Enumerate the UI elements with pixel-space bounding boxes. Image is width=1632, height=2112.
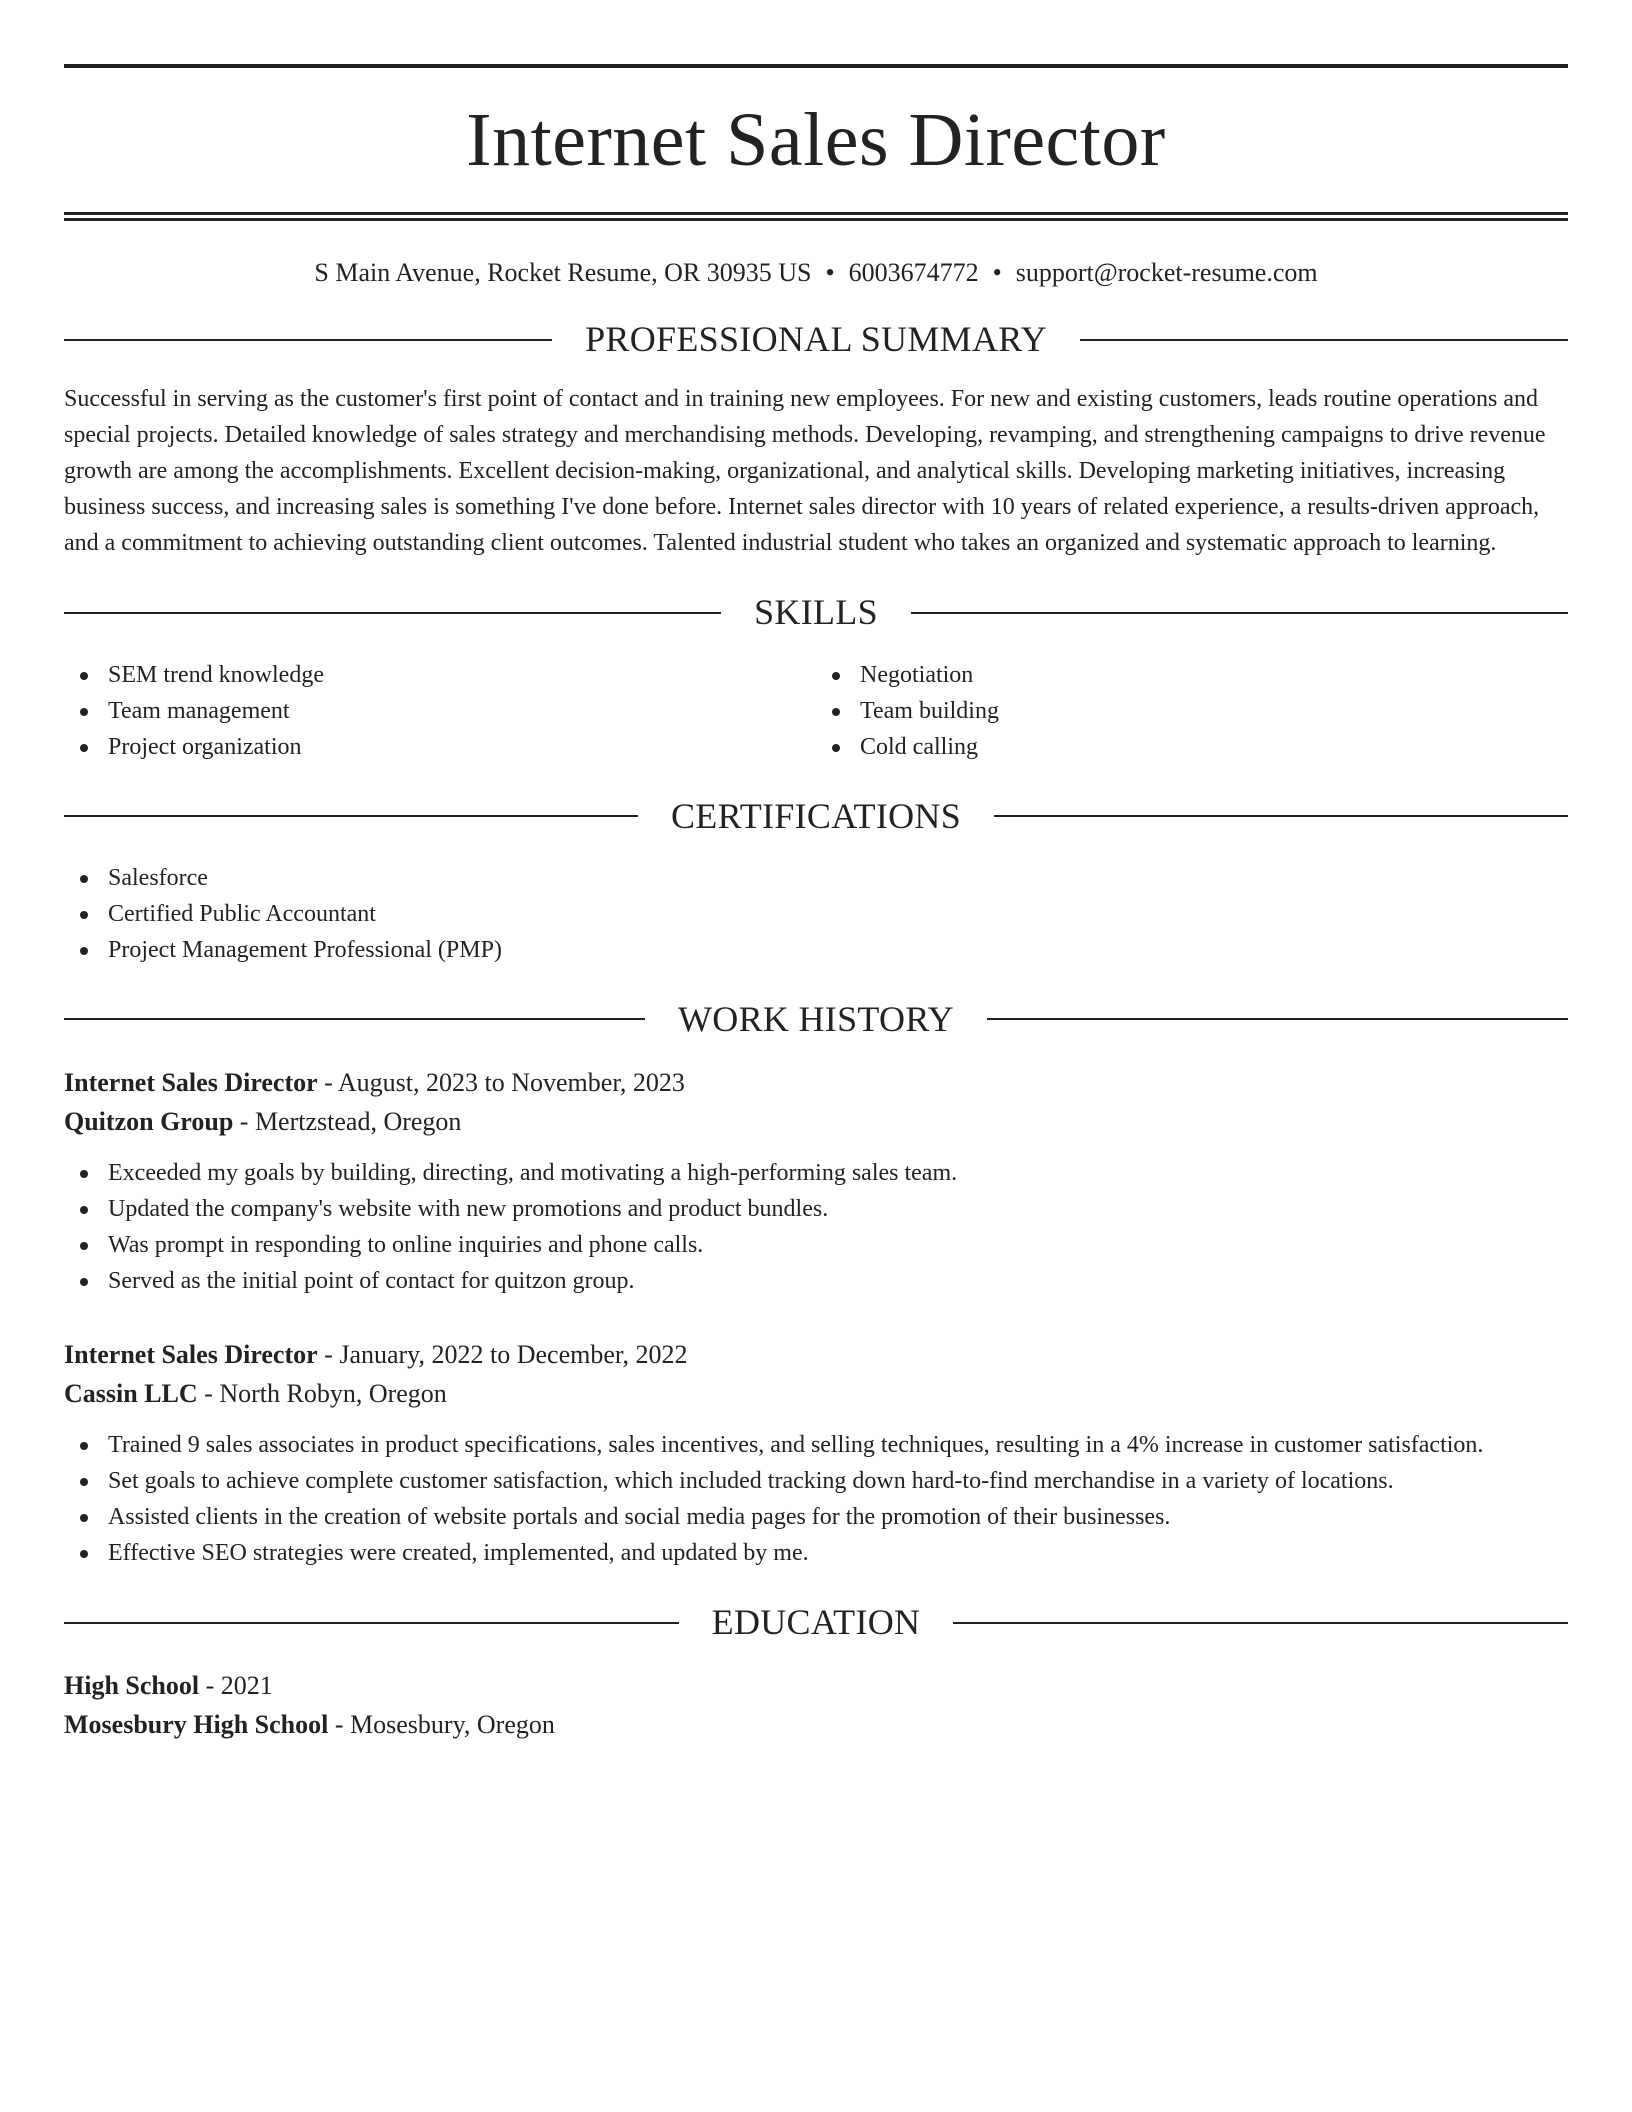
skill-item: Team management: [64, 693, 816, 729]
job-dates: - August, 2023 to November, 2023: [317, 1067, 685, 1097]
heading-rule: [1080, 339, 1568, 341]
summary-heading: [64, 318, 1568, 361]
education-year: - 2021: [199, 1671, 273, 1701]
heading-rule: [64, 815, 638, 817]
certification-item: Project Management Professional (PMP): [64, 932, 1568, 968]
contact-address: S Main Avenue, Rocket Resume, OR 30935 US: [314, 258, 812, 287]
education-entry: [64, 1666, 1568, 1744]
job-bullet: Was prompt in responding to online inquiries and phone calls.: [64, 1227, 1568, 1263]
job-company: Quitzon Group: [64, 1106, 234, 1136]
skills-heading: [64, 591, 1568, 634]
skill-item: Project organization: [64, 729, 816, 765]
job-bullet: Effective SEO strategies were created, implemented, and updated by me.: [64, 1535, 1568, 1571]
job-company-line: [64, 1374, 1568, 1413]
certification-item: Salesforce: [64, 860, 1568, 896]
education-degree-line: [64, 1666, 1568, 1705]
job-bullet: Served as the initial point of contact for quitzon group.: [64, 1263, 1568, 1299]
skill-item: SEM trend knowledge: [64, 657, 816, 693]
section-title: EDUCATION: [711, 1601, 921, 1642]
job-dates: - January, 2022 to December, 2022: [317, 1339, 688, 1369]
heading-rule: [987, 1018, 1568, 1020]
heading-rule: [64, 1622, 679, 1624]
top-rule: [64, 64, 1568, 68]
work-heading: [64, 998, 1568, 1041]
job-bullet: Set goals to achieve complete customer satisfaction, which included tracking down hard-to-find merchandise in a variety of locations.: [64, 1463, 1568, 1499]
heading-rule: [64, 1018, 645, 1020]
job-entry: [64, 1063, 1568, 1299]
job-title: Internet Sales Director: [64, 1067, 318, 1097]
job-location: - Mertzstead, Oregon: [233, 1106, 462, 1136]
certification-item: Certified Public Accountant: [64, 896, 1568, 932]
certifications-heading: [64, 795, 1568, 838]
contact-separator: •: [825, 258, 835, 287]
skills-list: [64, 657, 1568, 765]
job-bullets: [64, 1427, 1568, 1571]
section-title: CERTIFICATIONS: [670, 795, 962, 836]
section-title: WORK HISTORY: [678, 998, 954, 1039]
skill-item: Cold calling: [816, 729, 1568, 765]
skill-item: Negotiation: [816, 657, 1568, 693]
job-title: Internet Sales Director: [64, 1339, 318, 1369]
education-heading: [64, 1601, 1568, 1644]
section-title: PROFESSIONAL SUMMARY: [585, 319, 1047, 360]
resume-name: Internet Sales Director: [466, 98, 1166, 182]
heading-rule: [953, 1622, 1568, 1624]
job-entry: [64, 1335, 1568, 1571]
job-bullet: Trained 9 sales associates in product specifications, sales incentives, and selling techniques, resulting in a 4% increase in customer satisfaction.: [64, 1427, 1568, 1463]
job-title-line: [64, 1063, 1568, 1102]
contact-line: [64, 257, 1568, 288]
job-company-line: [64, 1102, 1568, 1141]
job-bullets: [64, 1155, 1568, 1299]
job-company: Cassin LLC: [64, 1378, 198, 1408]
section-title: SKILLS: [754, 592, 878, 633]
resume-page: [64, 64, 1568, 1744]
job-location: - North Robyn, Oregon: [197, 1378, 447, 1408]
education-school-line: [64, 1705, 1568, 1744]
contact-separator: •: [992, 258, 1002, 287]
certifications-list: [64, 860, 1568, 968]
heading-rule: [911, 612, 1568, 614]
education-school: Mosesbury High School: [64, 1710, 329, 1740]
contact-email: support@rocket-resume.com: [1015, 258, 1318, 287]
job-bullet: Assisted clients in the creation of website portals and social media pages for the promotion of their businesses.: [64, 1499, 1568, 1535]
skills-column-left: [64, 657, 816, 765]
skills-column-right: [816, 657, 1568, 765]
double-rule: [64, 212, 1568, 221]
education-location: - Mosesbury, Oregon: [328, 1710, 555, 1740]
job-bullet: Exceeded my goals by building, directing, and motivating a high-performing sales team.: [64, 1155, 1568, 1191]
heading-rule: [64, 339, 552, 341]
heading-rule: [994, 815, 1568, 817]
contact-phone: 6003674772: [848, 258, 979, 287]
summary-text: Successful in serving as the customer's first point of contact and in training new employees. For new and existing customers, leads routine operations and special projects. Detailed knowledge of sales strategy and merchandising methods. Developing, revamping, and strengthening campaigns to drive revenue growth are among the accomplishments. Excellent decision-making, organizational, and analytical skills. Developing marketing initiatives, increasing business success, and increasing sales is something I've done before. Internet sales director with 10 years of related experience, a results-driven approach, and a commitment to achieving outstanding client outcomes. Talented industrial student who takes an organized and systematic approach to learning.: [64, 386, 1546, 557]
job-bullet: Updated the company's website with new promotions and product bundles.: [64, 1191, 1568, 1227]
skill-item: Team building: [816, 693, 1568, 729]
job-title-line: [64, 1335, 1568, 1374]
education-degree: High School: [64, 1671, 200, 1701]
heading-rule: [64, 612, 721, 614]
